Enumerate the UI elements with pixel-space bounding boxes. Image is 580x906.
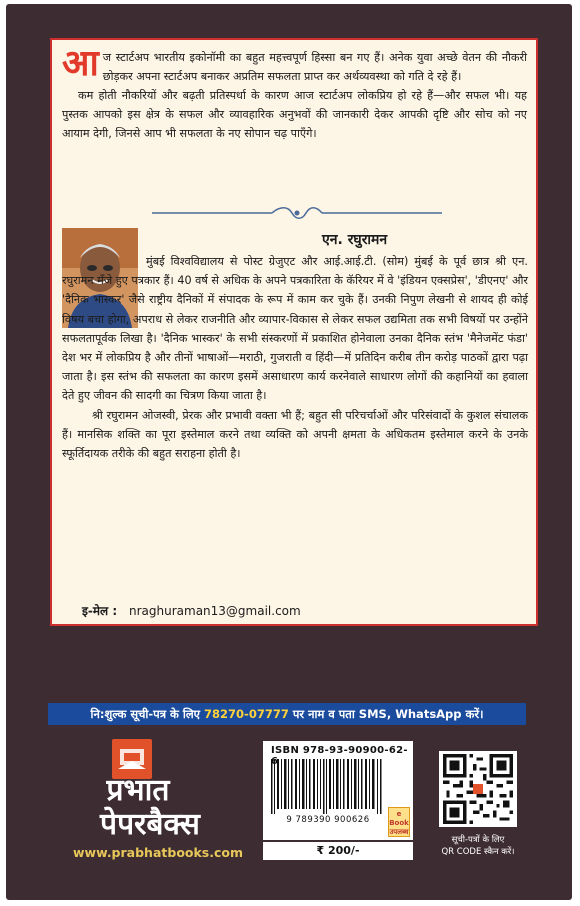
content-panel: [50, 38, 538, 626]
barcode-number: 9 789390 900626: [286, 815, 370, 825]
intro-text: [62, 43, 527, 143]
barcode-area: [263, 741, 413, 840]
qr-code-icon: [442, 754, 514, 824]
publisher-name-line1: प्रभात: [106, 773, 170, 808]
qr-code[interactable]: [439, 751, 517, 827]
bio-paragraph-1: मुंबई विश्वविद्यालय से पोस्ट ग्रेजुएट और आई.आई.टी. (सोम) मुंबई के पूर्व छात्र श्री एन. रघुरामन मँजे हुए पत्रकार हैं। 40 वर्ष से अधिक के अपने पत्रकारिता के कॅरियर में वे 'इंडियन एक्सप्रेस', 'डीएनए' और 'दैनिक भास्कर' जैसे राष्ट्रीय दैनिकों में संपादक के रूप में काम कर चुके हैं। उनकी निपुण लेखनी से शायद ही कोई विषय बचा होगा, अपराध से लेकर राजनीति और व्यापार-विकास से लेकर सफल उद्यमिता तक सभी विषयों पर उन्होंने सफलतापूर्वक लिखा है। 'दैनिक भास्कर' के सभी संस्करणों में प्रकाशित होनेवाला उनका दैनिक स्तंभ 'मैनेजमेंट फंडा' देश भर में लोकप्रिय है और तीनों भाषाओं—मराठी, गुजराती व हिंदी—में प्रतिदिन करीब तीन करोड़ पाठकों द्वारा पढ़ा जाता है। इस स्तंभ की सफलता का कारण इसमें असाधारण कार्य करनेवाले साधारण लोगों की कहानियों का हवाला देते हुए जीवन की सादगी का चित्रण किया जाता है।: [62, 255, 528, 403]
ornamental-divider: [152, 206, 442, 220]
qr-caption-line1: सूची-पत्रों के लिए: [451, 835, 505, 845]
ebook-badge: e Book उपलब्ध: [388, 807, 410, 837]
bio-paragraph-2: श्री रघुरामन ओजस्वी, प्रेरक और प्रभावी वक्ता भी हैं; बहुत सी परिचर्चाओं और परिसंवादों के कुशल संचालक हैं। मानसिक शक्ति का पूरा इस्तेमाल करने तथा व्यक्ति को अपनी क्षमता के अधिकतम इस्तेमाल करने के उनके स्फूर्तिदायक तरीके की बहुत सराहना होती है।: [62, 408, 528, 461]
barcode-icon: [269, 759, 387, 814]
qr-caption-line2: QR CODE स्कैन करें।: [441, 847, 515, 857]
intro-paragraph-1: आज स्टार्टअप भारतीय इकोनॉमी का बहुत महत्त्वपूर्ण हिस्सा बन गए हैं। अनेक युवा अच्छे वेतन की नौकरी छोड़कर अपना स्टार्टअप बनाकर अप्रतिम सफलता प्राप्त कर अर्थव्यवस्था को गति दे रहे हैं।: [62, 43, 527, 84]
email-line: [82, 602, 301, 619]
catalog-banner: [48, 703, 526, 725]
price-label: ₹ 200/-: [263, 842, 413, 860]
qr-caption: [424, 834, 532, 858]
email-address[interactable]: nraghuraman13@gmail.com: [129, 604, 301, 618]
banner-phone[interactable]: 78270-07777: [204, 707, 289, 721]
email-label: इ-मेल :: [82, 604, 118, 618]
intro-paragraph-2: कम होती नौकरियों और बढ़ती प्रतिस्पर्धा के कारण आज स्टार्टअप लोकप्रिय हो रहे हैं—और सफल भी। यह पुस्तक आपको इस क्षेत्र के सफल और व्यावहारिक अनुभवों की जानकारी देकर आपकी दृष्टि और सोच को नए आयाम देगी, जिनसे आप भी सफलता के नए सोपान चढ़ पाएँगे।: [62, 89, 527, 140]
banner-prefix: नि:शुल्क सूची-पत्र के लिए: [90, 707, 201, 721]
author-name: एन. रघुरामन: [322, 232, 388, 248]
publisher-name-line2: पेपरबैक्स: [100, 807, 200, 842]
publisher-website[interactable]: www.prabhatbooks.com: [72, 845, 244, 860]
banner-suffix: पर नाम व पता SMS, WhatsApp करें।: [292, 707, 484, 721]
author-bio: [62, 252, 528, 463]
dropcap-letter: आ: [62, 43, 99, 84]
isbn-label: ISBN 978-93-90900-62-6: [271, 745, 408, 767]
